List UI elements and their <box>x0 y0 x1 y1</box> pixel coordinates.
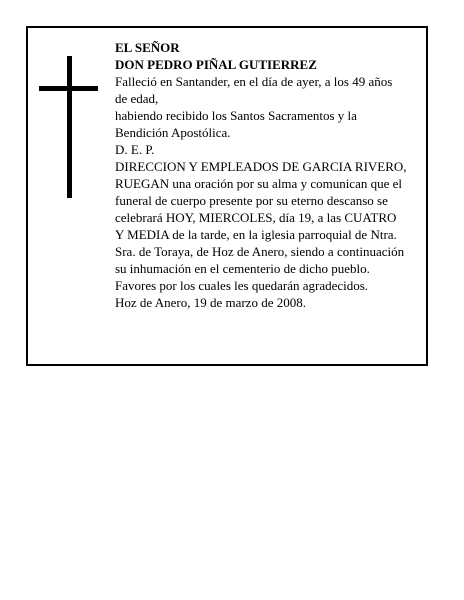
notice-body-line: de edad, <box>115 91 159 106</box>
death-notice-frame <box>26 26 428 366</box>
notice-body-line: DIRECCION Y EMPLEADOS DE GARCIA RIVERO, <box>115 159 407 174</box>
notice-body-line: D. E. P. <box>115 142 155 157</box>
notice-body-line: Sra. de Toraya, de Hoz de Anero, siendo a continuación <box>115 244 405 259</box>
notice-text-block <box>115 39 430 311</box>
notice-body-line: Bendición Apostólica. <box>115 125 231 140</box>
notice-title-line-1: EL SEÑOR <box>115 40 180 55</box>
notice-body-line: RUEGAN una oración por su alma y comunican que el <box>115 176 403 191</box>
notice-body-line: Y MEDIA de la tarde, en la iglesia parroquial de Ntra. <box>115 227 397 242</box>
notice-body-line: Falleció en Santander, en el día de ayer, a los 49 años <box>115 74 393 89</box>
notice-body-line: celebrará HOY, MIERCOLES, día 19, a las CUATRO <box>115 210 397 225</box>
cross-vertical-bar <box>67 56 72 198</box>
notice-body-line: habiendo recibido los Santos Sacramentos y la <box>115 108 357 123</box>
notice-title-line-2: DON PEDRO PIÑAL GUTIERREZ <box>115 57 317 72</box>
notice-body-line: funeral de cuerpo presente por su eterno descanso se <box>115 193 388 208</box>
notice-body-line: su inhumación en el cementerio de dicho pueblo. <box>115 261 370 276</box>
notice-body-line: Favores por los cuales les quedarán agradecidos. <box>115 278 369 293</box>
cross-horizontal-bar <box>39 86 98 91</box>
notice-body-line: Hoz de Anero, 19 de marzo de 2008. <box>115 295 306 310</box>
